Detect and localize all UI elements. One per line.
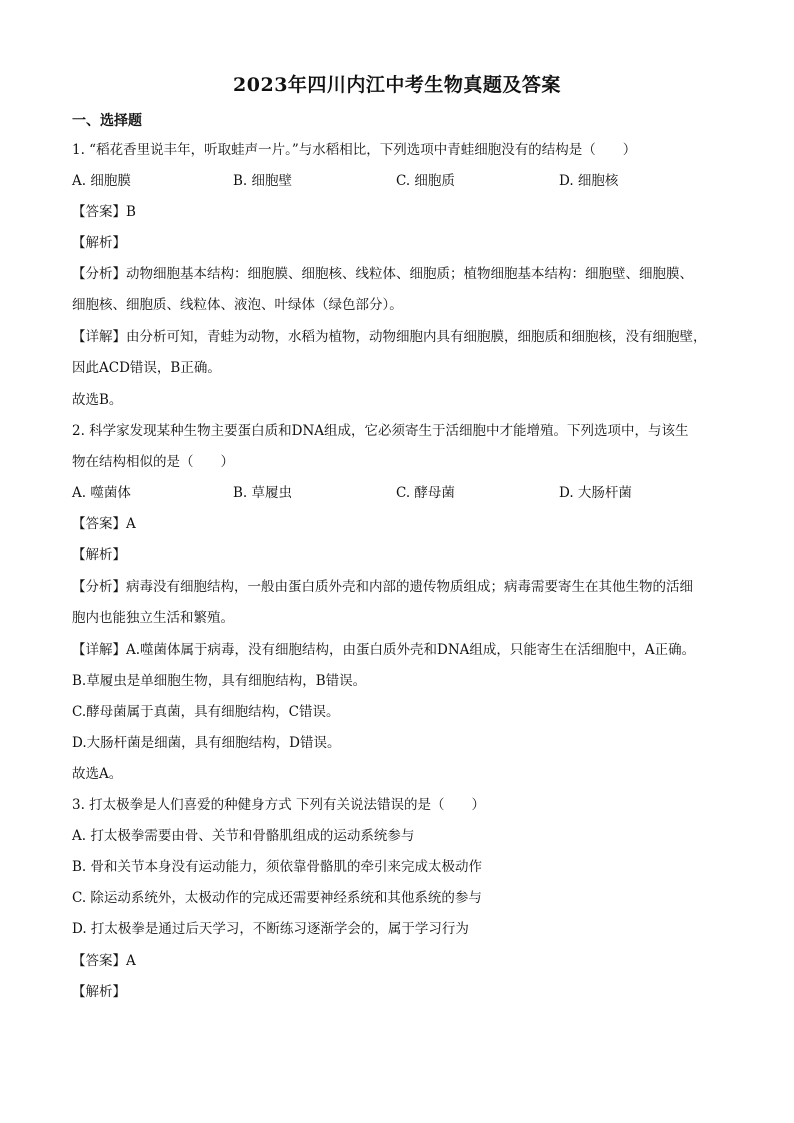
question-3-option-c: C. 除运动系统外，太极动作的完成还需要神经系统和其他系统的参与 <box>72 890 482 906</box>
option-a: A. 细胞膜 <box>72 173 131 189</box>
question-2-stem-line-2: 物在结构相似的是（ ） <box>72 454 234 470</box>
analysis-1-line-1: 【分析】动物细胞基本结构：细胞膜、细胞核、线粒体、细胞质；植物细胞基本结构：细胞壁、细胞膜、 <box>72 266 693 282</box>
question-2-stem-line-1: 2. 科学家发现某种生物主要蛋白质和DNA组成，它必须寄生于活细胞中才能增殖。下列选项中，与该生 <box>72 423 689 439</box>
detail-1-line-2: 因此ACD错误，B正确。 <box>72 360 221 376</box>
question-1-stem: 1. “稻花香里说丰年，听取蛙声一片。”与水稻相比，下列选项中青蛙细胞没有的结构是（ ） <box>72 142 637 158</box>
conclusion-1: 故选B。 <box>72 392 123 408</box>
section-heading: 一、选择题 <box>72 113 142 129</box>
question-3-option-a: A. 打太极拳需要由骨、关节和骨骼肌组成的运动系统参与 <box>72 828 415 844</box>
answer-1: 【答案】B <box>72 204 136 220</box>
answer-2: 【答案】A <box>72 516 136 532</box>
jiexi-1: 【解析】 <box>72 235 126 251</box>
jiexi-3: 【解析】 <box>72 984 126 1000</box>
detail-1-line-1: 【详解】由分析可知，青蛙为动物，水稻为植物，动物细胞内具有细胞膜，细胞质和细胞核，没有细胞壁， <box>72 329 707 345</box>
detail-2-line-1: 【详解】A.噬菌体属于病毒，没有细胞结构，由蛋白质外壳和DNA组成，只能寄生在活细胞中，A正确。 <box>72 642 696 658</box>
option-c: C. 酵母菌 <box>396 485 455 501</box>
analysis-1-line-2: 细胞核、细胞质、线粒体、液泡、叶绿体（绿色部分）。 <box>72 297 403 313</box>
question-3-option-d: D. 打太极拳是通过后天学习，不断练习逐渐学会的，属于学习行为 <box>72 921 469 937</box>
jiexi-2: 【解析】 <box>72 547 126 563</box>
analysis-2-line-1: 【分析】病毒没有细胞结构，一般由蛋白质外壳和内部的遗传物质组成；病毒需要寄生在其他生物的活细 <box>72 579 693 595</box>
analysis-2-line-2: 胞内也能独立生活和繁殖。 <box>72 610 234 626</box>
option-c: C. 细胞质 <box>396 173 455 189</box>
detail-2-line-3: C.酵母菌属于真菌，具有细胞结构，C错误。 <box>72 704 340 720</box>
option-a: A. 噬菌体 <box>72 485 131 501</box>
detail-2-line-2: B.草履虫是单细胞生物，具有细胞结构，B错误。 <box>72 673 367 689</box>
detail-2-line-4: D.大肠杆菌是细菌，具有细胞结构，D错误。 <box>72 735 341 751</box>
option-b: B. 草履虫 <box>233 485 293 501</box>
question-3-option-b: B. 骨和关节本身没有运动能力，须依靠骨骼肌的牵引来完成太极动作 <box>72 859 483 875</box>
option-d: D. 细胞核 <box>559 173 619 189</box>
conclusion-2: 故选A。 <box>72 766 123 782</box>
answer-3: 【答案】A <box>72 953 136 969</box>
page-title: 2023年四川内江中考生物真题及答案 <box>233 74 561 96</box>
question-3-stem: 3. 打太极拳是人们喜爱的种健身方式 下列有关说法错误的是（ ） <box>72 797 485 813</box>
option-d: D. 大肠杆菌 <box>559 485 632 501</box>
option-b: B. 细胞壁 <box>233 173 293 189</box>
